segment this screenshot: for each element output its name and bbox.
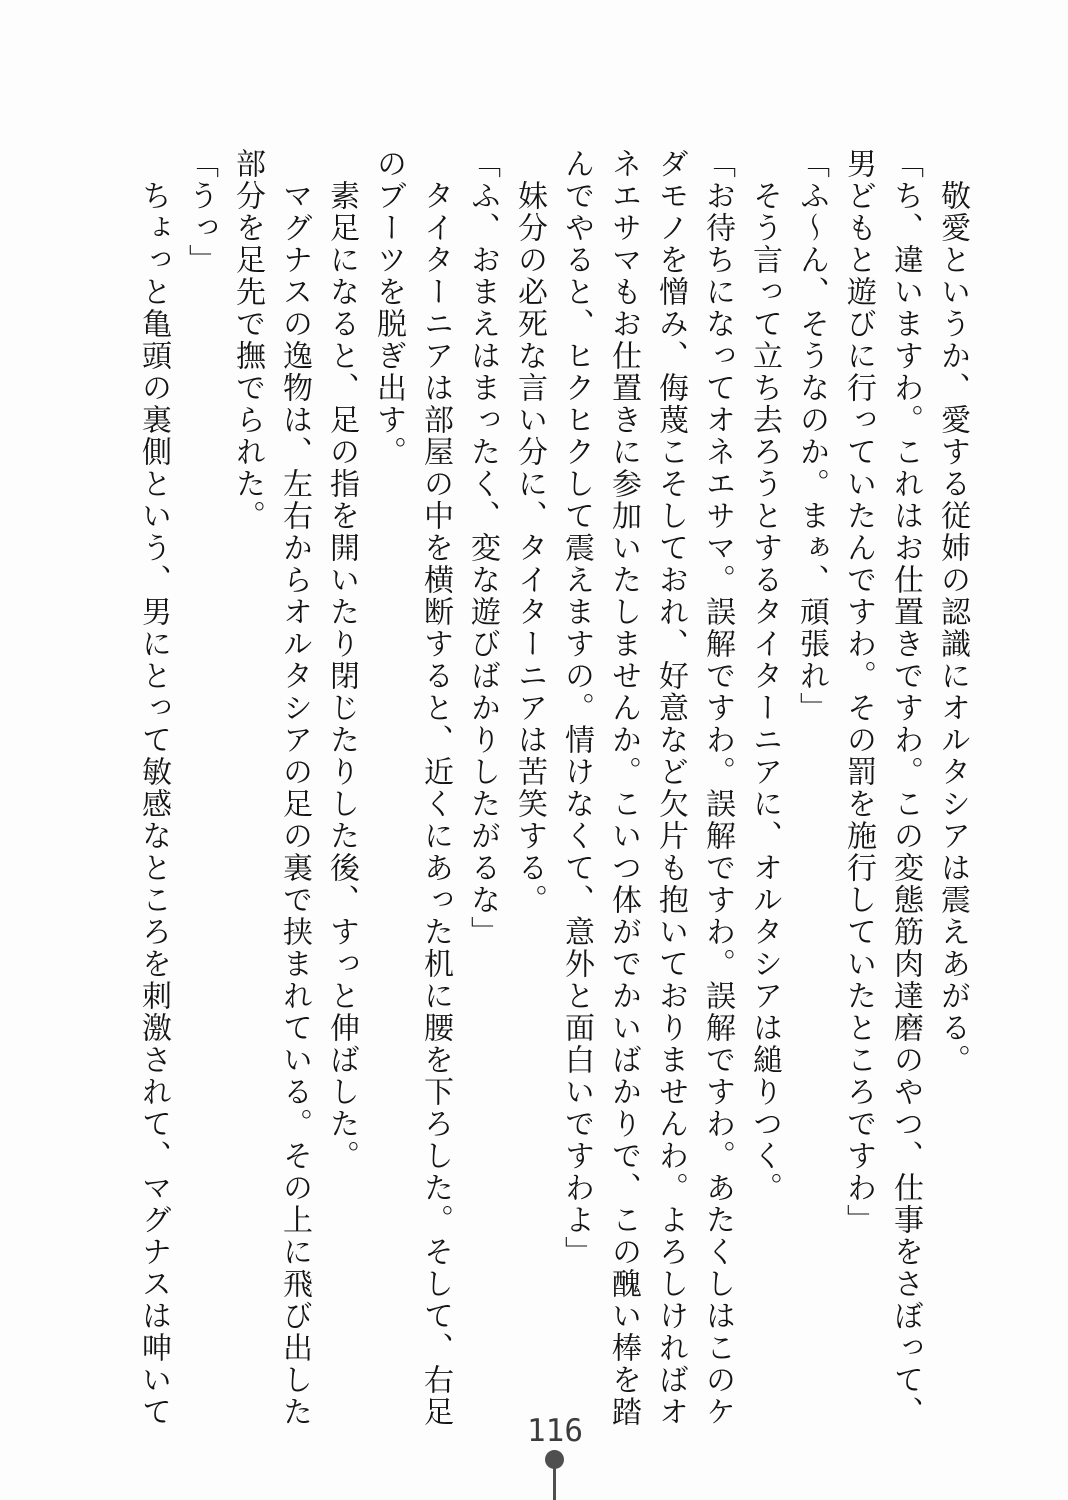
paragraph: 「ち、違いますわ。これはお仕置きですわ。この変態筋肉達磨のやつ、仕事をさぼって、男どもと遊びに行っていたんですわ。その罰を施行していたところですわ」 [841, 148, 923, 1428]
paragraph: 敬愛というか、愛する従姉の認識にオルタシアは震えあがる。 [935, 148, 970, 1076]
page-text [130, 148, 976, 1428]
paragraph: マグナスの逸物は、左右からオルタシアの足の裏で挟まれている。その上に飛び出した部分を足先で撫でられた。 [230, 148, 312, 1428]
page-number: 116 [527, 1413, 583, 1449]
paragraph: 「ふ、おまえはまったく、変な遊びばかりしたがるな」 [465, 148, 500, 948]
reading-position-marker[interactable] [536, 1450, 572, 1500]
paragraph: 妹分の必死な言い分に、タイターニアは苦笑する。 [512, 148, 547, 916]
paragraph: タイターニアは部屋の中を横断すると、近くにあった机に腰を下ろした。そして、右足のブーツを脱ぎ出す。 [371, 148, 453, 1428]
paragraph: 「うっ」 [183, 148, 218, 276]
page-footer [0, 1405, 1068, 1500]
paragraph: 「お待ちになってオネエサマ。誤解ですわ。誤解ですわ。誤解ですわ。あたくしはこのケダモノを憎み、侮蔑こそしておれ、好意など欠片も抱いておりませんわ。よろしければオネエサマもお仕置きに参加いたしませんか。こいつ体がでかいばかりで、この醜い棒を踏んでやると、ヒクヒクして震えますの。情けなくて、意外と面白いですわよ」 [559, 148, 735, 1428]
paragraph: ちょっと亀頭の裏側という、男にとって敏感なところを刺激されて、マグナスは呻いて [136, 148, 171, 1428]
paragraph: 素足になると、足の指を開いたり閉じたりした後、すっと伸ばした。 [324, 148, 359, 1172]
paragraph: 「ふ〜ん、そうなのか。まぁ、頑張れ」 [794, 148, 829, 724]
paragraph: そう言って立ち去ろうとするタイターニアに、オルタシアは縋りつく。 [747, 148, 782, 1204]
marker-dot-icon [545, 1450, 564, 1469]
